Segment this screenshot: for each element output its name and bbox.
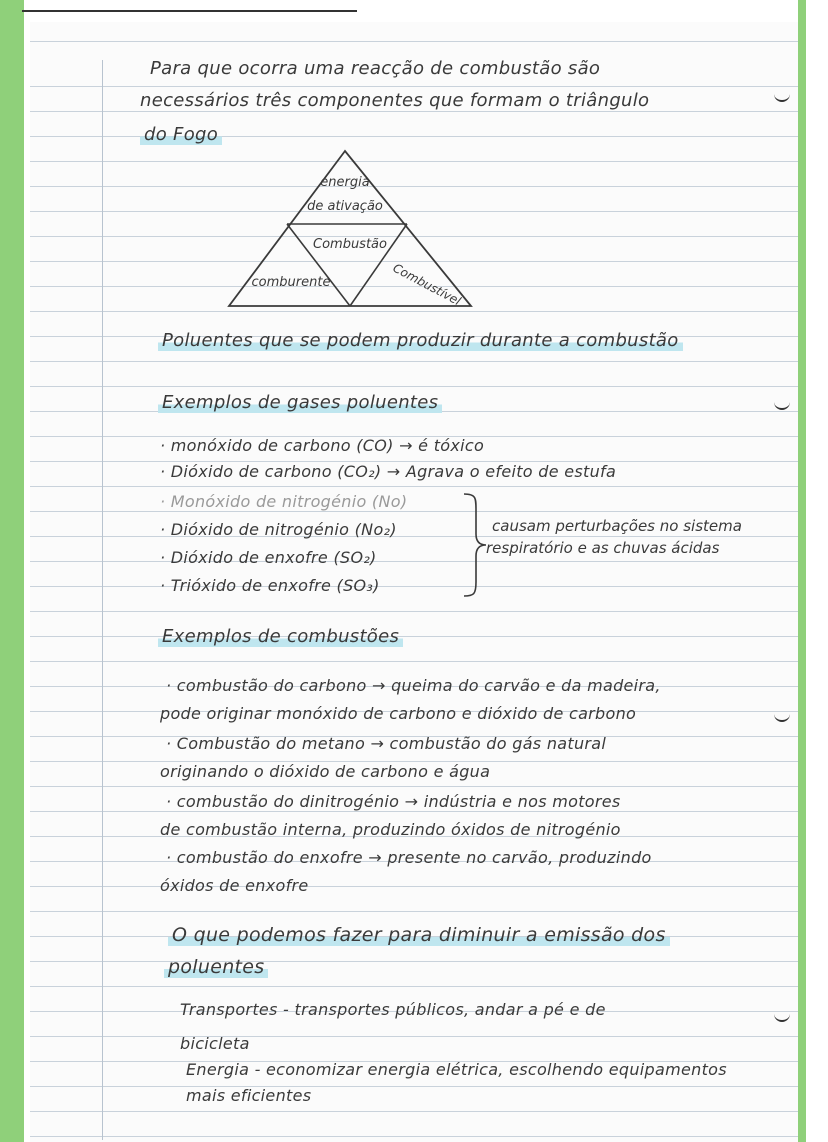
- gas-item: · Monóxido de nitrogénio (No): [160, 492, 408, 511]
- medida-line: mais eficientes: [186, 1086, 312, 1105]
- intro-line-3: do Fogo: [140, 124, 222, 145]
- brace-note-line-1: causam perturbações no sistema: [492, 517, 742, 535]
- curly-brace-icon: [460, 490, 488, 600]
- gas-item: · Dióxido de nitrogénio (No₂): [160, 520, 397, 539]
- intro-line-2: necessários três componentes que formam o triângulo: [140, 90, 650, 111]
- binder-strip-right: [798, 0, 806, 1142]
- binder-strip-left: [0, 0, 24, 1142]
- heading-fazer-2: poluentes: [164, 956, 268, 978]
- fire-triangle: [225, 148, 475, 310]
- heading-combustoes: Exemplos de combustões: [158, 626, 403, 647]
- heading-poluentes: Poluentes que se podem produzir durante a combustão: [158, 330, 683, 351]
- ring-hole-icon: [774, 400, 790, 410]
- triangle-top-label-1: energia: [320, 175, 370, 190]
- gas-item: · Dióxido de carbono (CO₂) → Agrava o efeito de estufa: [160, 462, 617, 481]
- combustao-line: · combustão do enxofre → presente no carvão, produzindo: [166, 848, 652, 867]
- triangle-left-label: comburente: [251, 275, 331, 290]
- gas-item: · Trióxido de enxofre (SO₃): [160, 576, 380, 595]
- triangle-top-label-2: de ativação: [307, 199, 383, 214]
- triangle-middle-label: Combustão: [313, 237, 387, 252]
- combustao-line: óxidos de enxofre: [160, 876, 309, 895]
- combustao-line: pode originar monóxido de carbono e dióxido de carbono: [160, 704, 637, 723]
- combustao-line: de combustão interna, produzindo óxidos de nitrogénio: [160, 820, 621, 839]
- ring-hole-icon: [774, 1012, 790, 1022]
- brace-note-line-2: respiratório e as chuvas ácidas: [486, 539, 720, 557]
- combustao-line: · Combustão do metano → combustão do gás natural: [166, 734, 607, 753]
- triangle-right-label: Combustível: [390, 260, 464, 309]
- top-edge-line: [22, 10, 357, 12]
- medida-line: bicicleta: [180, 1034, 250, 1053]
- gas-item: · monóxido de carbono (CO) → é tóxico: [160, 436, 485, 455]
- heading-gases: Exemplos de gases poluentes: [158, 392, 442, 413]
- intro-line-1: Para que ocorra uma reacção de combustão são: [150, 58, 601, 79]
- combustao-line: originando o dióxido de carbono e água: [160, 762, 491, 781]
- combustao-line: · combustão do dinitrogénio → indústria e nos motores: [166, 792, 621, 811]
- ring-hole-icon: [774, 712, 790, 722]
- ring-hole-icon: [774, 92, 790, 102]
- medida-line: Energia - economizar energia elétrica, escolhendo equipamentos: [186, 1060, 727, 1079]
- combustao-line: · combustão do carbono → queima do carvão e da madeira,: [166, 676, 661, 695]
- heading-fazer-1: O que podemos fazer para diminuir a emissão dos: [168, 924, 670, 946]
- margin-line: [102, 60, 103, 1140]
- gas-item: · Dióxido de enxofre (SO₂): [160, 548, 377, 567]
- medida-line: Transportes - transportes públicos, andar a pé e de: [180, 1000, 606, 1019]
